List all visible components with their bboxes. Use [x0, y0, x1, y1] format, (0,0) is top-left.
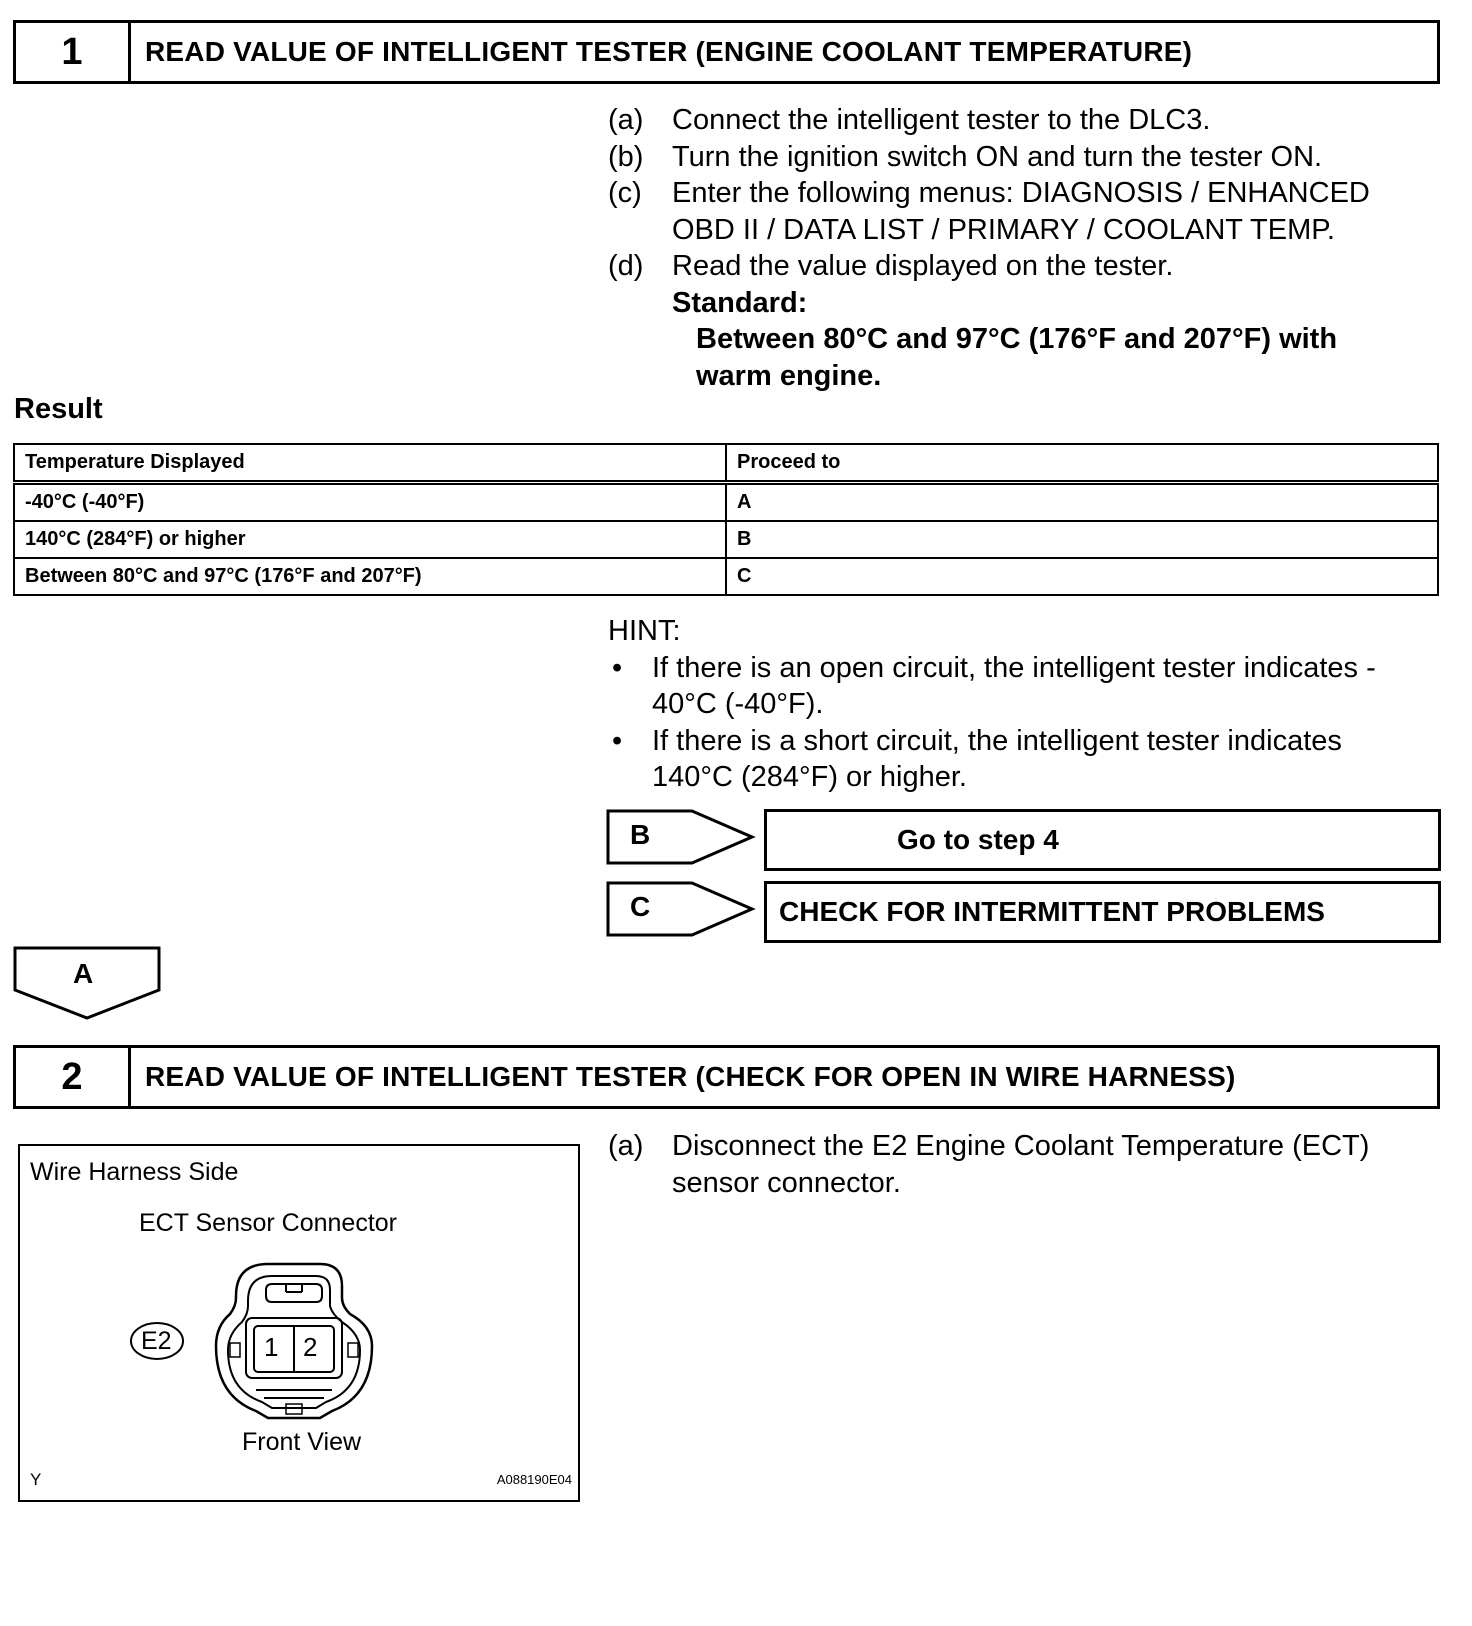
table-cell: 140°C (284°F) or higher [14, 521, 726, 558]
branch-c-box [764, 881, 1441, 943]
front-view-label: Front View [242, 1428, 362, 1456]
standard-label: Standard: [672, 286, 808, 319]
instruction-text: Enter the following menus: DIAGNOSIS / ENHANCED [672, 177, 1370, 209]
instruction-label: (c) [608, 177, 642, 209]
standard-value: warm engine. [696, 359, 882, 392]
step-2-instructions [608, 1128, 1438, 1201]
instruction-c [608, 175, 1428, 248]
step-title: READ VALUE OF INTELLIGENT TESTER (ENGINE COOLANT TEMPERATURE) [145, 36, 1193, 67]
table-cell: -40°C (-40°F) [14, 483, 726, 522]
step-1-header [13, 20, 1440, 84]
table-cell: Between 80°C and 97°C (176°F and 207°F) [14, 558, 726, 595]
hint-text: 140°C (284°F) or higher. [652, 761, 967, 793]
step-2-header [13, 1045, 1440, 1109]
step-1-instructions [608, 102, 1428, 394]
result-heading: Result [14, 393, 103, 425]
instruction-text: OBD II / DATA LIST / PRIMARY / COOLANT TEMP. [672, 213, 1335, 246]
table-row [14, 558, 1438, 595]
step-number: 1 [16, 23, 131, 81]
instruction-text: Connect the intelligent tester to the DLC3. [672, 104, 1211, 136]
hint-text: If there is an open circuit, the intelligent tester indicates - [652, 651, 1376, 684]
table-cell: C [726, 558, 1438, 595]
instruction-text: sensor connector. [672, 1166, 901, 1199]
branch-text: CHECK FOR INTERMITTENT PROBLEMS [779, 896, 1325, 927]
branch-tag-label: B [630, 819, 651, 850]
corner-letter: Y [30, 1470, 42, 1489]
table-row [14, 483, 1438, 522]
table-cell: B [726, 521, 1438, 558]
pin-label: 2 [303, 1332, 318, 1362]
table-row [14, 521, 1438, 558]
continue-tag-label: A [73, 958, 94, 989]
connector-diagram [18, 1144, 580, 1502]
pin-label: 1 [264, 1332, 279, 1362]
instruction-label: (a) [608, 104, 644, 136]
instruction-a [608, 102, 1428, 139]
instruction-a [608, 1128, 1438, 1201]
instruction-label: (a) [608, 1130, 644, 1162]
table-header-row [14, 444, 1438, 483]
hint-label: HINT: [608, 615, 681, 647]
branch-tag-label: C [630, 891, 651, 922]
step-number: 2 [16, 1048, 131, 1106]
branch-text: Go to step 4 [897, 824, 1059, 855]
hint-item [608, 650, 1428, 723]
instruction-b [608, 139, 1428, 176]
instruction-text: Read the value displayed on the tester. [672, 250, 1174, 282]
result-table [13, 443, 1439, 596]
bullet-icon: • [612, 724, 623, 757]
arrow-right-tag-icon [606, 881, 756, 937]
connector-id-label: E2 [141, 1327, 172, 1355]
hint-text: 40°C (-40°F). [652, 688, 824, 720]
table-cell: A [726, 483, 1438, 522]
hint-item [608, 723, 1428, 796]
arrow-right-tag-icon [606, 809, 756, 865]
instruction-label: (b) [608, 140, 644, 173]
instruction-text: Disconnect the E2 Engine Coolant Temperature (ECT) [672, 1130, 1370, 1162]
instruction-d [608, 248, 1428, 394]
bullet-icon: • [612, 651, 623, 684]
step-title: READ VALUE OF INTELLIGENT TESTER (CHECK FOR OPEN IN WIRE HARNESS) [145, 1061, 1236, 1092]
column-header: Temperature Displayed [14, 444, 726, 483]
branch-b-box [764, 809, 1441, 871]
wire-harness-side-label: Wire Harness Side [30, 1158, 239, 1186]
branch-c-tag [606, 881, 756, 937]
hint-section [608, 613, 1428, 796]
standard-value: Between 80°C and 97°C (176°F and 207°F) with [696, 323, 1338, 355]
continue-a-tag [13, 946, 161, 1020]
instruction-text: Turn the ignition switch ON and turn the tester ON. [672, 140, 1323, 173]
column-header: Proceed to [726, 444, 1438, 483]
instruction-label: (d) [608, 250, 644, 282]
branch-b-tag [606, 809, 756, 865]
figure-code: A088190E04 [496, 1472, 572, 1487]
connector-title: ECT Sensor Connector [139, 1209, 397, 1237]
hint-text: If there is a short circuit, the intelligent tester indicates [652, 724, 1342, 757]
